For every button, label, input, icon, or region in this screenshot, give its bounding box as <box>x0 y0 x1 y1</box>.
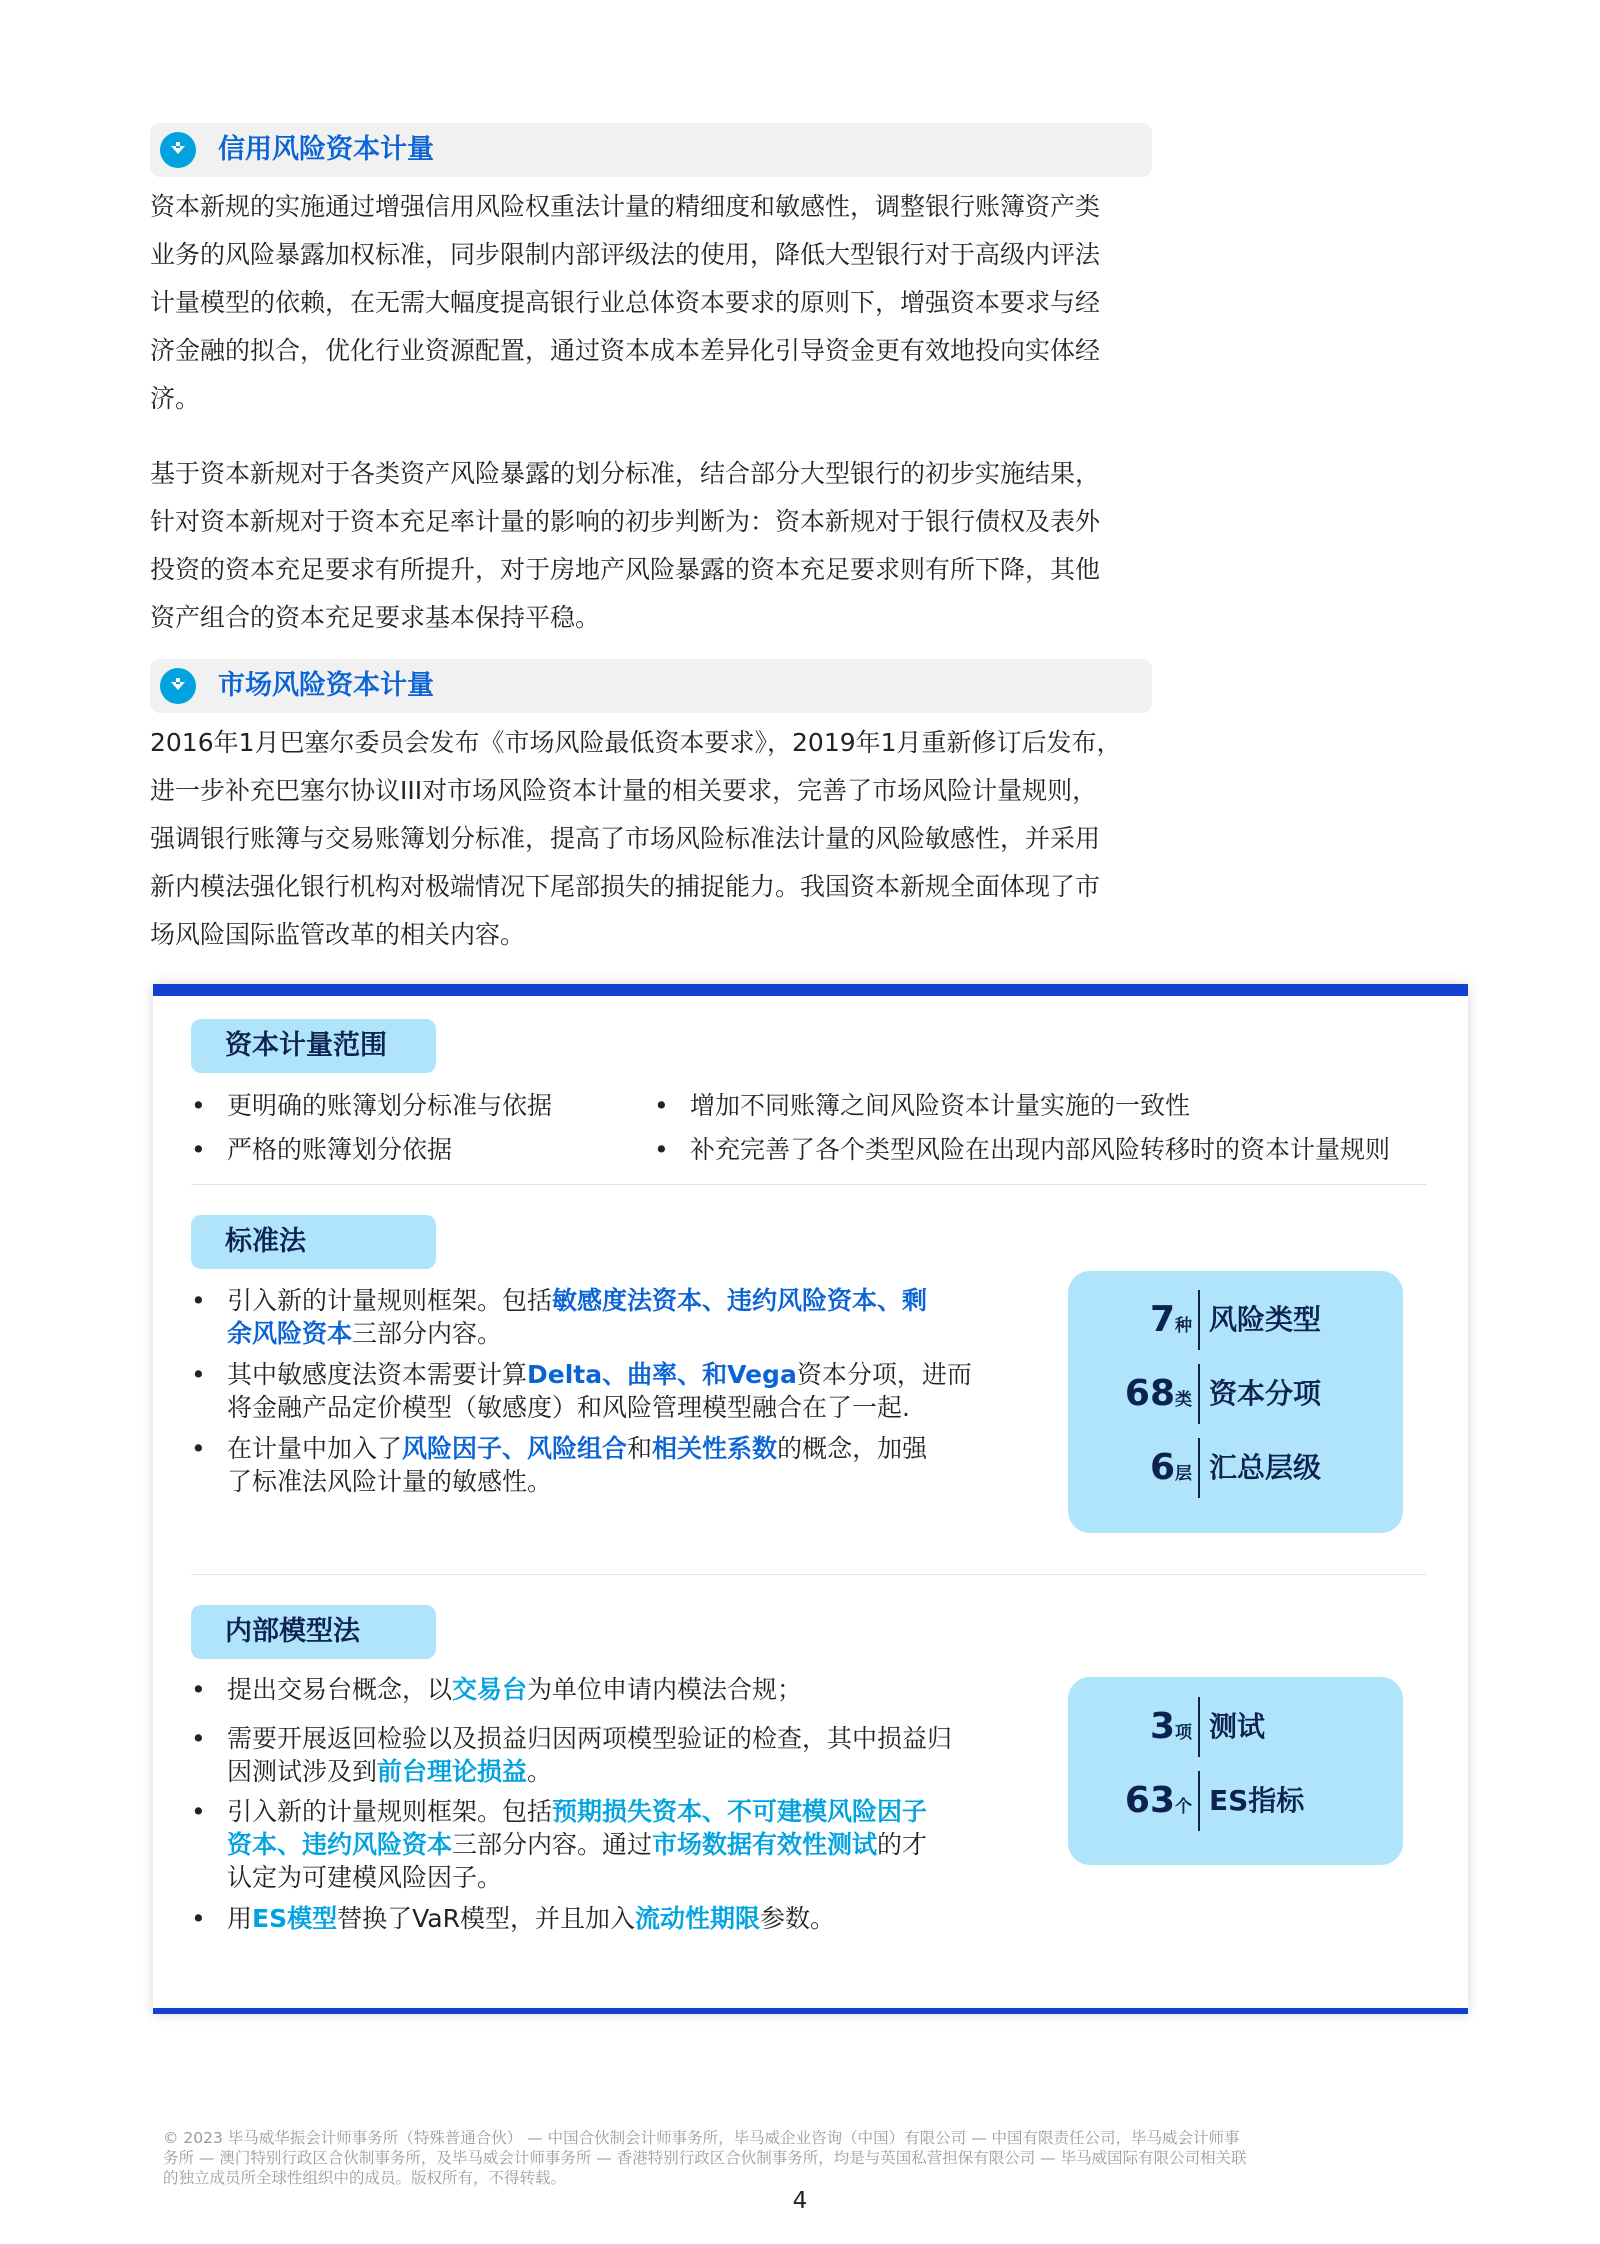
stat-separator <box>1198 1290 1200 1350</box>
section-title: 市场风险资本计量 <box>218 670 434 701</box>
stat-row <box>1068 1771 1403 1831</box>
list-item: • 引入新的计量规则框架。包括敏感度法资本、违约风险资本、剩 余风险资本三部分内容。 <box>191 1286 928 1348</box>
stat-label: 风险类型 <box>1209 1303 1322 1336</box>
section-header-market-risk <box>150 659 1152 713</box>
stat-number: 6层 <box>1149 1447 1192 1488</box>
pill-internal-model: 内部模型法 <box>191 1605 436 1659</box>
stat-row <box>1068 1290 1403 1350</box>
stat-number: 3项 <box>1149 1706 1192 1747</box>
pill-standard-approach: 标准法 <box>191 1215 436 1269</box>
section-header-credit-risk <box>150 123 1152 177</box>
arrow-down-icon <box>160 132 196 168</box>
list-item: • 更明确的账簿划分标准与依据 <box>191 1091 553 1120</box>
list-item: • 增加不同账簿之间风险资本计量实施的一致性 <box>654 1091 1191 1120</box>
list-item: • 需要开展返回检验以及损益归因两项模型验证的检查，其中损益归 因测试涉及到前台理论损益。 <box>191 1724 953 1786</box>
internal-stats-box <box>1068 1677 1403 1865</box>
list-item: • 在计量中加入了风险因子、风险组合和相关性系数的概念，加强 了标准法风险计量的敏感性。 <box>191 1434 928 1496</box>
list-item: • 其中敏感度法资本需要计算Delta、曲率、和Vega资本分项，进而 将金融产品定价模型（敏感度）和风险管理模型融合在了一起. <box>191 1360 972 1422</box>
copyright-footer: © 2023 毕马威华振会计师事务所（特殊普通合伙） — 中国合伙制会计师事务所，毕马威企业咨询（中国）有限公司 — 中国有限责任公司，毕马威会计师事 务所 — 澳门特别行政区合伙制事务所，及毕马威会计师事务所 — 香港特别行政区合伙制事务所，均是与英国私营担保有限公司 — 毕马威国际有限公司相关联 的独立成员所全球性组织中的成员。版权所有，不得转载。 <box>163 2129 1247 2187</box>
paragraph-credit-2: 基于资本新规对于各类资产风险暴露的划分标准，结合部分大型银行的初步实施结果， 针对资本新规对于资本充足率计量的影响的初步判断为：资本新规对于银行债权及表外 投资的资本充足要求有所提升，对于房地产风险暴露的资本充足要求则有所下降，其他 资产组合的资本充足要求基本保持平稳。 <box>150 459 1101 632</box>
stat-separator <box>1198 1771 1200 1831</box>
market-risk-summary-card <box>153 984 1468 2014</box>
page-number: 4 <box>792 2188 808 2214</box>
stat-number: 68类 <box>1124 1373 1192 1414</box>
stat-label: 资本分项 <box>1209 1377 1322 1410</box>
list-item: • 提出交易台概念，以交易台为单位申请内模法合规； <box>191 1675 803 1704</box>
stat-number: 7种 <box>1149 1299 1192 1340</box>
paragraph-market-1: 2016年1月巴塞尔委员会发布《市场风险最低资本要求》，2019年1月重新修订后发布， 进一步补充巴塞尔协议III对市场风险资本计量的相关要求，完善了市场风险计量规则， 强调银行账簿与交易账簿划分标准，提高了市场风险标准法计量的风险敏感性，并采用 新内模法强化银行机构对极端情况下尾部损失的捕捉能力。我国资本新规全面体现了市 场风险国际监管改革的相关内容。 <box>150 728 1122 949</box>
card-bottom-bar <box>153 2008 1468 2014</box>
pill-scope: 资本计量范围 <box>191 1019 436 1073</box>
stat-separator <box>1198 1364 1200 1424</box>
divider <box>191 1574 1426 1575</box>
section-title: 信用风险资本计量 <box>218 134 434 165</box>
list-item: • 严格的账簿划分依据 <box>191 1135 453 1164</box>
stat-label: ES指标 <box>1209 1784 1305 1817</box>
paragraph-credit-1: 资本新规的实施通过增强信用风险权重法计量的精细度和敏感性，调整银行账簿资产类 业务的风险暴露加权标准，同步限制内部评级法的使用，降低大型银行对于高级内评法 计量模型的依赖，在无需大幅度提高银行业总体资本要求的原则下，增强资本要求与经 济金融的拟合，优化行业资源配置，通过资本成本差异化引导资金更有效地投向实体经 济。 <box>150 192 1101 413</box>
list-item: • 补充完善了各个类型风险在出现内部风险转移时的资本计量规则 <box>654 1135 1391 1164</box>
stat-row <box>1068 1364 1403 1424</box>
standard-stats-box <box>1068 1271 1403 1533</box>
stat-number: 63个 <box>1124 1780 1192 1821</box>
stat-row <box>1068 1438 1403 1498</box>
list-item: • 用ES模型替换了VaR模型，并且加入流动性期限参数。 <box>191 1904 835 1933</box>
stat-row <box>1068 1697 1403 1757</box>
arrow-down-icon <box>160 668 196 704</box>
stat-label: 测试 <box>1209 1710 1266 1743</box>
stat-separator <box>1198 1697 1200 1757</box>
card-top-bar <box>153 984 1468 996</box>
list-item: • 引入新的计量规则框架。包括预期损失资本、不可建模风险因子 资本、违约风险资本三部分内容。通过市场数据有效性测试的才 认定为可建模风险因子。 <box>191 1797 928 1892</box>
stat-separator <box>1198 1438 1200 1498</box>
divider <box>191 1184 1426 1185</box>
stat-label: 汇总层级 <box>1209 1451 1322 1484</box>
